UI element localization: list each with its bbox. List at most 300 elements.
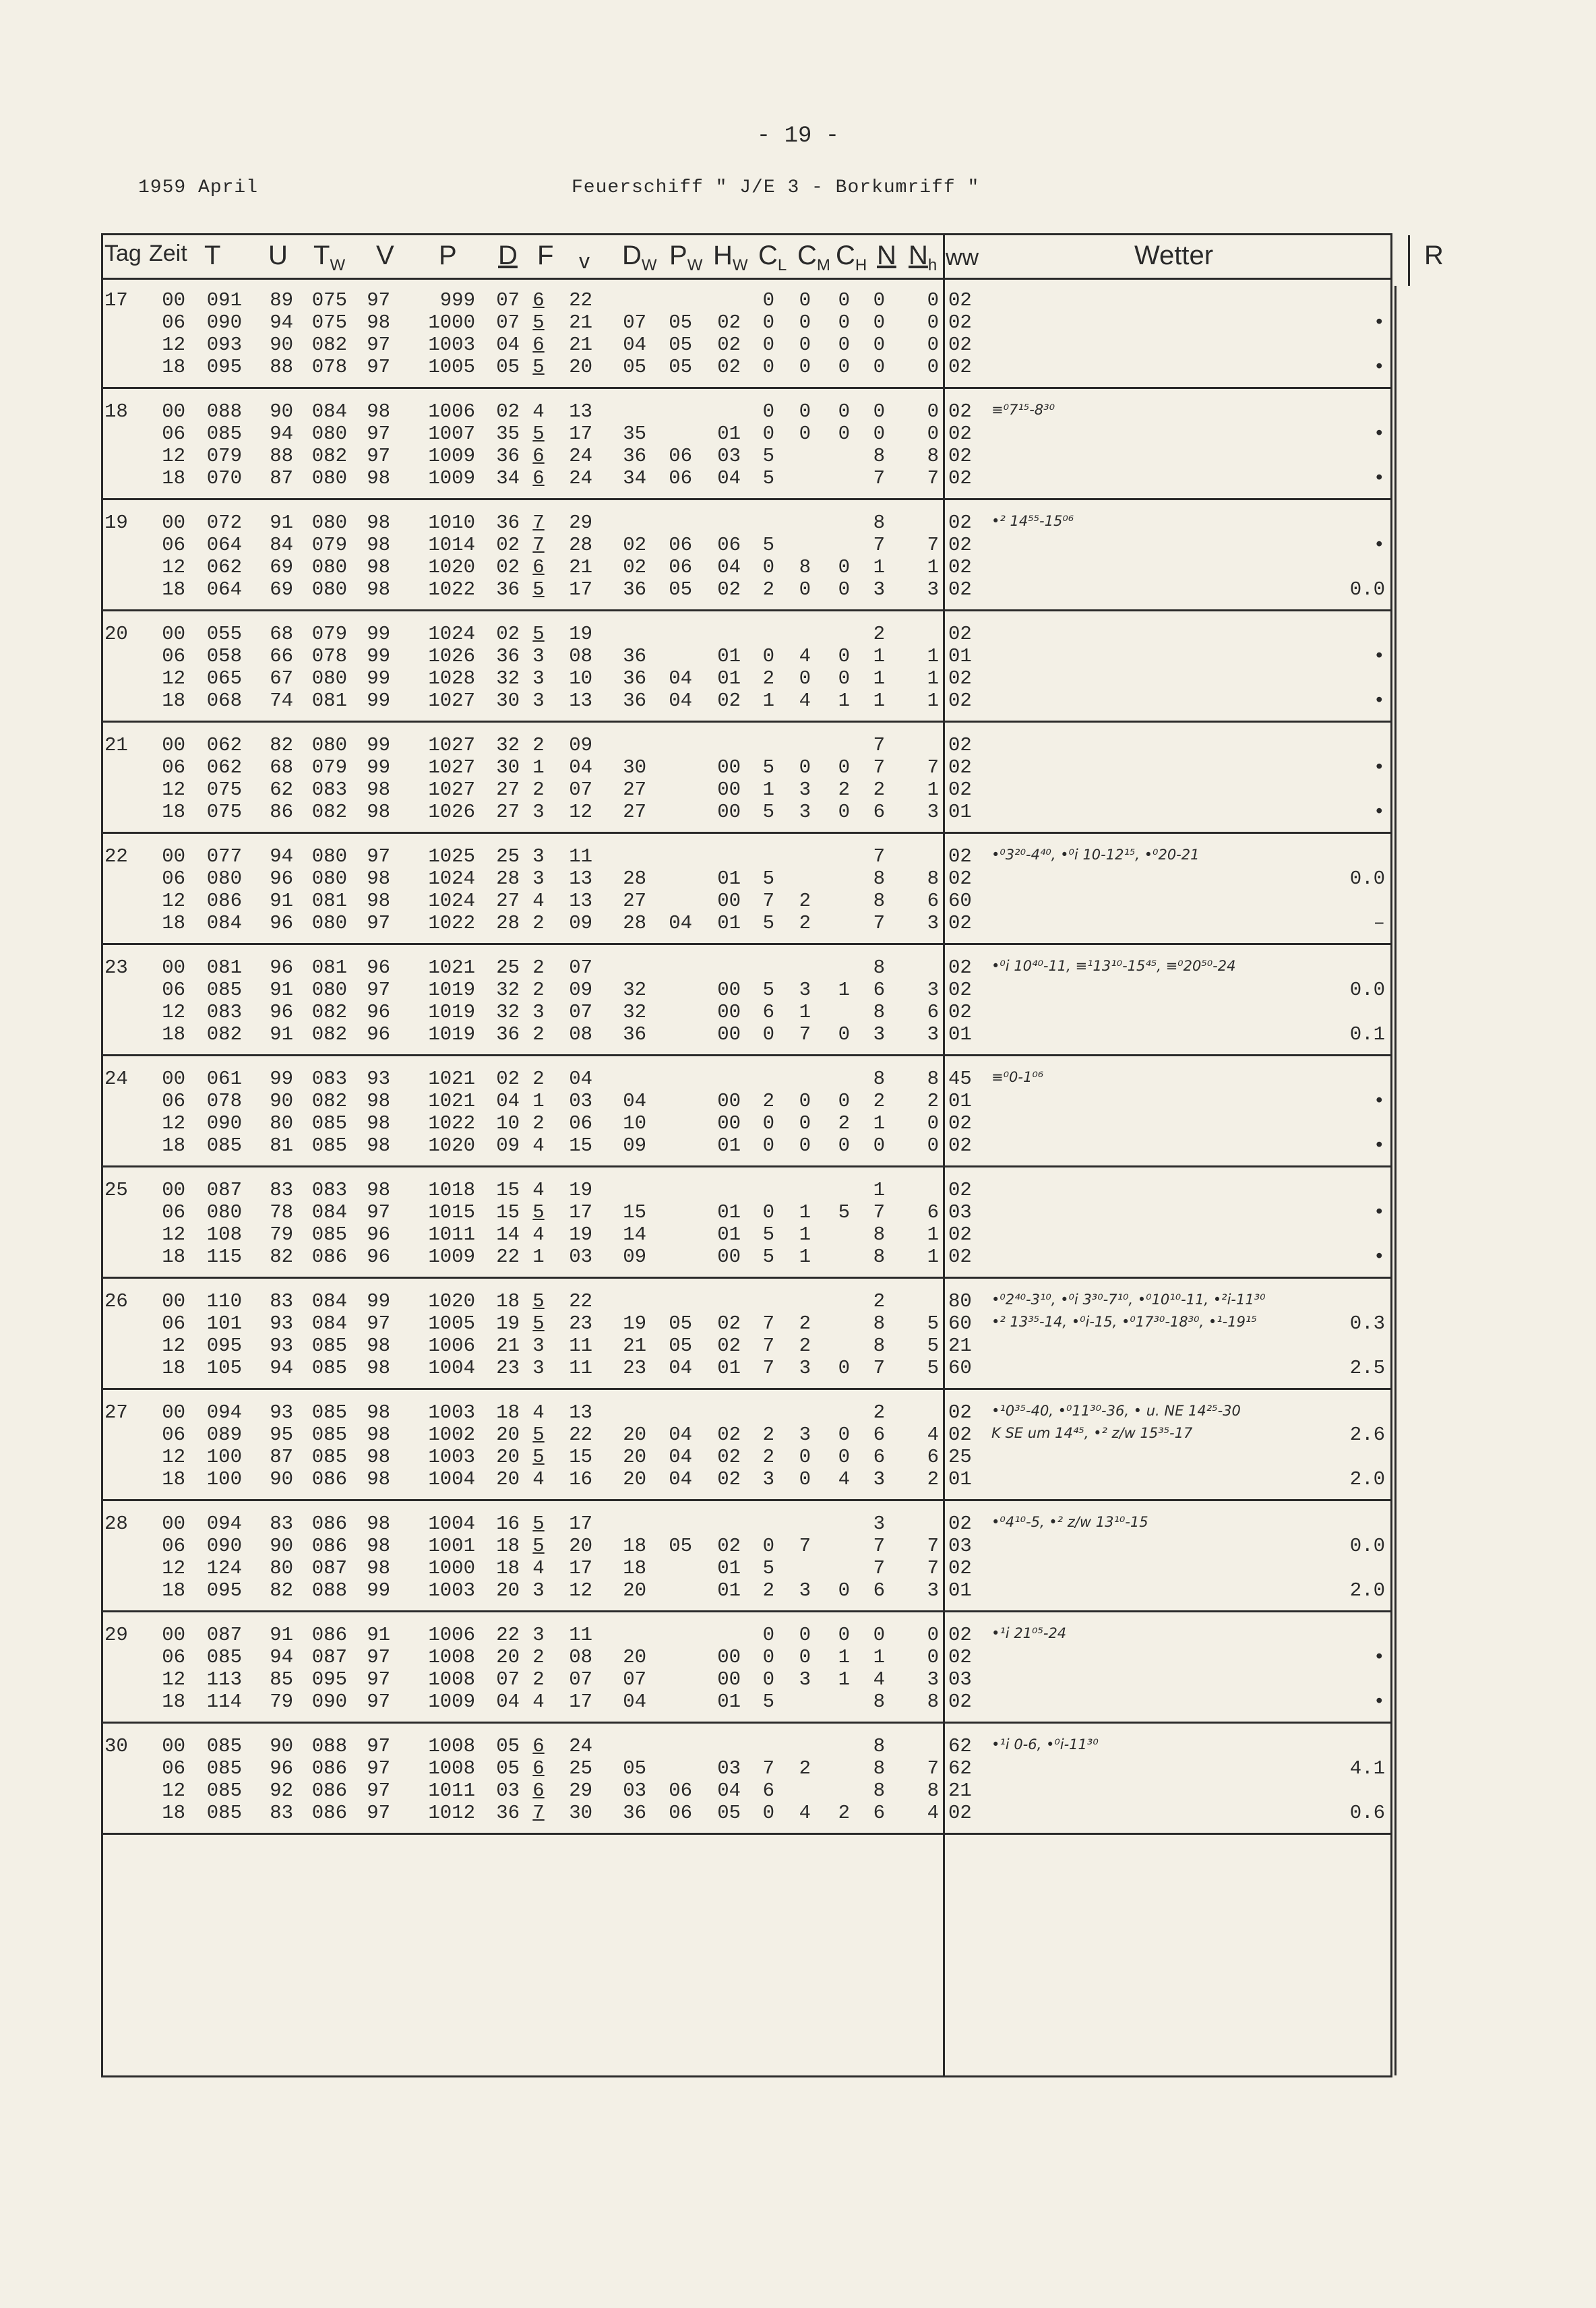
cell-f: 3 [532, 1001, 545, 1023]
precip-value: 2.6 [1349, 1424, 1385, 1446]
cell-t: 095 [206, 1335, 242, 1357]
cell-zeit: 00 [162, 400, 185, 423]
cell-d: 03 [496, 1780, 520, 1802]
cell-n: 7 [873, 1557, 885, 1579]
cell-dw: 07 [623, 311, 646, 334]
cell-vv: 13 [569, 868, 592, 890]
cell-cl [754, 956, 774, 979]
precip-value: • [1373, 356, 1385, 378]
cell-v: 96 [367, 1223, 390, 1246]
cell-v: 97 [367, 979, 390, 1001]
cell-f: 6 [532, 289, 545, 311]
cell-ww: 02 [948, 467, 972, 489]
cell-v: 98 [367, 467, 390, 489]
cell-p: 1019 [428, 1023, 475, 1045]
cell-p: 1005 [428, 356, 475, 378]
cell-v: 97 [367, 1757, 390, 1780]
cell-v: 97 [367, 1802, 390, 1824]
cell-cm: 4 [799, 1802, 811, 1824]
cell-zeit: 00 [162, 1290, 185, 1312]
cell-f: 3 [532, 667, 545, 690]
cell-cl: 0 [762, 1201, 774, 1223]
cell-u: 92 [270, 1780, 293, 1802]
cell-hw: 02 [717, 690, 741, 712]
col-cm: $C_M$ [797, 241, 830, 274]
cell-zeit: 00 [162, 289, 185, 311]
cell-t: 094 [206, 1401, 242, 1424]
cell-t: 115 [206, 1246, 242, 1268]
cell-vv: 11 [569, 1357, 592, 1379]
cell-tw: 082 [311, 1023, 347, 1045]
cell-p: 1003 [428, 1446, 475, 1468]
cell-v: 98 [367, 779, 390, 801]
cell-ch: 0 [838, 289, 850, 311]
cell-cm [791, 445, 811, 467]
cell-d: 04 [496, 334, 520, 356]
cell-ch: 1 [838, 690, 850, 712]
cell-nh: 0 [927, 1112, 939, 1134]
cell-nh: 0 [927, 400, 939, 423]
cell-vv: 24 [569, 445, 592, 467]
cell-dw: 36 [623, 1802, 646, 1824]
cell-u: 96 [270, 1757, 293, 1780]
cell-cm: 0 [799, 334, 811, 356]
cell-ch [830, 1246, 850, 1268]
cell-v: 99 [367, 623, 390, 645]
cell-f: 2 [532, 1668, 545, 1691]
cell-d: 30 [496, 690, 520, 712]
cell-zeit: 00 [162, 1401, 185, 1424]
cell-u: 62 [270, 779, 293, 801]
cell-n: 0 [873, 400, 885, 423]
cell-tw: 086 [311, 1624, 347, 1646]
cell-ww: 02 [948, 1624, 972, 1646]
cell-v: 99 [367, 645, 390, 667]
cell-hw [702, 289, 741, 311]
day-separator [103, 498, 1390, 500]
cell-cl: 6 [762, 1001, 774, 1023]
cell-t: 108 [206, 1223, 242, 1246]
cell-cm: 0 [799, 400, 811, 423]
cell-pw [656, 400, 692, 423]
cell-t: 061 [206, 1068, 242, 1090]
cell-zeit: 18 [162, 1691, 185, 1713]
cell-u: 94 [270, 311, 293, 334]
day-label: 25 [104, 1179, 128, 1201]
cell-nh: 7 [927, 1535, 939, 1557]
cell-d: 18 [496, 1535, 520, 1557]
cell-cl: 5 [762, 1246, 774, 1268]
cell-hw [702, 1401, 741, 1424]
cell-dw: 36 [623, 645, 646, 667]
cell-vv: 15 [569, 1134, 592, 1157]
cell-cm: 0 [799, 1134, 811, 1157]
cell-f: 3 [532, 645, 545, 667]
cell-nh: 4 [927, 1802, 939, 1824]
cell-hw: 02 [717, 1468, 741, 1490]
precip-value: 0.6 [1349, 1802, 1385, 1824]
cell-u: 96 [270, 956, 293, 979]
cell-cm: 1 [799, 1201, 811, 1223]
cell-t: 088 [206, 400, 242, 423]
cell-ww: 02 [948, 1134, 972, 1157]
cell-u: 99 [270, 1068, 293, 1090]
cell-dw: 23 [623, 1357, 646, 1379]
cell-tw: 080 [311, 423, 347, 445]
cell-u: 83 [270, 1179, 293, 1201]
cell-d: 20 [496, 1579, 520, 1602]
cell-ww: 02 [948, 1401, 972, 1424]
cell-ww: 02 [948, 1179, 972, 1201]
cell-tw: 090 [311, 1691, 347, 1713]
cell-ww: 02 [948, 512, 972, 534]
cell-cm: 3 [799, 1668, 811, 1691]
cell-v: 98 [367, 311, 390, 334]
cell-ww: 03 [948, 1535, 972, 1557]
cell-nh [898, 1179, 939, 1201]
cell-cm [791, 512, 811, 534]
cell-t: 085 [206, 1757, 242, 1780]
cell-cm: 0 [799, 1468, 811, 1490]
cell-hw [702, 400, 741, 423]
col-tag: Tag [104, 241, 142, 266]
cell-t: 064 [206, 578, 242, 601]
cell-vv: 09 [569, 979, 592, 1001]
cell-zeit: 18 [162, 467, 185, 489]
cell-t: 085 [206, 1780, 242, 1802]
cell-v: 98 [367, 1446, 390, 1468]
cell-d: 35 [496, 423, 520, 445]
cell-pw [656, 890, 692, 912]
cell-t: 085 [206, 979, 242, 1001]
divider-r-top [1408, 235, 1410, 286]
cell-dw: 36 [623, 1023, 646, 1045]
day-separator [103, 1499, 1390, 1501]
cell-dw: 21 [623, 1335, 646, 1357]
cell-cm [791, 1735, 811, 1757]
cell-nh: 5 [927, 1312, 939, 1335]
cell-v: 98 [367, 1557, 390, 1579]
cell-u: 90 [270, 400, 293, 423]
cell-ww: 02 [948, 1557, 972, 1579]
cell-vv: 13 [569, 690, 592, 712]
cell-cl: 0 [762, 1112, 774, 1134]
cell-p: 1022 [428, 912, 475, 934]
day-label: 30 [104, 1735, 128, 1757]
col-ch: $C_H$ [836, 241, 867, 274]
cell-ww: 02 [948, 1802, 972, 1824]
cell-pw [656, 1023, 692, 1045]
cell-t: 095 [206, 1579, 242, 1602]
cell-zeit: 12 [162, 1112, 185, 1134]
cell-cl: 0 [762, 289, 774, 311]
cell-tw: 080 [311, 667, 347, 690]
cell-v: 96 [367, 1023, 390, 1045]
cell-v: 96 [367, 956, 390, 979]
cell-n: 2 [873, 1090, 885, 1112]
cell-pw [656, 1691, 692, 1713]
cell-v: 97 [367, 912, 390, 934]
cell-dw: 20 [623, 1646, 646, 1668]
cell-nh: 1 [927, 645, 939, 667]
col-nh: $N_h$ [909, 241, 938, 274]
cell-t: 086 [206, 890, 242, 912]
cell-pw [656, 1757, 692, 1780]
cell-p: 1024 [428, 623, 475, 645]
cell-zeit: 18 [162, 1134, 185, 1157]
cell-nh: 0 [927, 356, 939, 378]
cell-p: 1026 [428, 645, 475, 667]
cell-nh: 7 [927, 467, 939, 489]
cell-zeit: 12 [162, 1335, 185, 1357]
cell-p: 1006 [428, 1335, 475, 1357]
cell-zeit: 18 [162, 1246, 185, 1268]
cell-ww: 02 [948, 868, 972, 890]
cell-d: 25 [496, 956, 520, 979]
cell-hw [702, 1068, 741, 1090]
cell-d: 36 [496, 1023, 520, 1045]
day-label: 17 [104, 289, 128, 311]
cell-ch: 0 [838, 356, 850, 378]
cell-vv: 19 [569, 1179, 592, 1201]
cell-v: 98 [367, 1179, 390, 1201]
cell-cm [791, 1513, 811, 1535]
cell-zeit: 06 [162, 1535, 185, 1557]
precip-value: • [1373, 1201, 1385, 1223]
cell-tw: 082 [311, 445, 347, 467]
cell-t: 062 [206, 556, 242, 578]
cell-d: 04 [496, 1090, 520, 1112]
cell-vv: 17 [569, 1513, 592, 1535]
cell-u: 91 [270, 890, 293, 912]
cell-dw [610, 1401, 646, 1424]
cell-cm: 0 [799, 1624, 811, 1646]
cell-n: 1 [873, 690, 885, 712]
cell-zeit: 00 [162, 956, 185, 979]
cell-hw: 00 [717, 1023, 741, 1045]
cell-dw: 27 [623, 779, 646, 801]
cell-hw: 01 [717, 912, 741, 934]
cell-nh: 3 [927, 1023, 939, 1045]
cell-cm [791, 534, 811, 556]
cell-vv: 24 [569, 1735, 592, 1757]
cell-d: 09 [496, 1134, 520, 1157]
cell-ch [830, 868, 850, 890]
wetter-note: •¹0³⁵-40, •⁰11³⁰-36, • u. NE 14²⁵-30 [991, 1403, 1241, 1419]
cell-ch [830, 912, 850, 934]
cell-t: 101 [206, 1312, 242, 1335]
cell-tw: 082 [311, 801, 347, 823]
cell-dw: 36 [623, 667, 646, 690]
cell-f: 2 [532, 1646, 545, 1668]
precip-value: • [1373, 801, 1385, 823]
cell-ch [830, 890, 850, 912]
cell-cm: 2 [799, 1335, 811, 1357]
wetter-note: •¹i 21⁰⁵-24 [991, 1625, 1067, 1641]
cell-t: 100 [206, 1446, 242, 1468]
cell-v: 98 [367, 890, 390, 912]
cell-cl: 0 [762, 1535, 774, 1557]
cell-ww: 60 [948, 890, 972, 912]
cell-v: 97 [367, 1646, 390, 1668]
cell-tw: 081 [311, 690, 347, 712]
cell-pw [656, 1068, 692, 1090]
cell-vv: 09 [569, 912, 592, 934]
cell-n: 0 [873, 289, 885, 311]
cell-vv: 17 [569, 578, 592, 601]
cell-d: 32 [496, 667, 520, 690]
cell-tw: 088 [311, 1735, 347, 1757]
cell-vv: 17 [569, 1557, 592, 1579]
precip-value: • [1373, 467, 1385, 489]
cell-dw [610, 1068, 646, 1090]
cell-ww: 02 [948, 1691, 972, 1713]
cell-pw: 05 [669, 356, 692, 378]
cell-t: 075 [206, 779, 242, 801]
cell-nh: 3 [927, 1579, 939, 1602]
cell-pw [656, 623, 692, 645]
cell-tw: 083 [311, 779, 347, 801]
cell-t: 081 [206, 956, 242, 979]
cell-p: 1019 [428, 979, 475, 1001]
cell-nh [898, 623, 939, 645]
cell-vv: 21 [569, 311, 592, 334]
cell-p: 1004 [428, 1468, 475, 1490]
cell-nh: 8 [927, 868, 939, 890]
cell-d: 18 [496, 1290, 520, 1312]
cell-v: 97 [367, 1691, 390, 1713]
day-label: 29 [104, 1624, 128, 1646]
cell-zeit: 12 [162, 1780, 185, 1802]
cell-hw: 01 [717, 1223, 741, 1246]
cell-f: 5 [532, 1424, 545, 1446]
cell-cm: 1 [799, 1223, 811, 1246]
cell-v: 93 [367, 1068, 390, 1090]
cell-dw [610, 734, 646, 756]
cell-cl: 5 [762, 756, 774, 779]
cell-p: 1002 [428, 1424, 475, 1446]
cell-pw: 04 [669, 1424, 692, 1446]
cell-f: 4 [532, 1134, 545, 1157]
cell-zeit: 18 [162, 1579, 185, 1602]
cell-p: 1021 [428, 1068, 475, 1090]
cell-cl: 0 [762, 1668, 774, 1691]
cell-pw: 04 [669, 667, 692, 690]
cell-zeit: 12 [162, 890, 185, 912]
cell-nh [898, 1290, 939, 1312]
cell-u: 94 [270, 1357, 293, 1379]
cell-zeit: 12 [162, 445, 185, 467]
cell-hw [702, 1735, 741, 1757]
cell-d: 20 [496, 1446, 520, 1468]
cell-dw [610, 1179, 646, 1201]
cell-ww: 60 [948, 1357, 972, 1379]
cell-ww: 02 [948, 979, 972, 1001]
cell-ch [830, 956, 850, 979]
cell-v: 99 [367, 1579, 390, 1602]
cell-v: 97 [367, 423, 390, 445]
cell-p: 1009 [428, 1691, 475, 1713]
cell-tw: 085 [311, 1134, 347, 1157]
cell-ww: 01 [948, 1023, 972, 1045]
cell-cl: 0 [762, 1802, 774, 1824]
cell-n: 8 [873, 512, 885, 534]
cell-nh: 8 [927, 1780, 939, 1802]
cell-u: 93 [270, 1335, 293, 1357]
cell-t: 077 [206, 845, 242, 868]
cell-ww: 01 [948, 645, 972, 667]
cell-cm [791, 956, 811, 979]
cell-pw [656, 845, 692, 868]
cell-d: 02 [496, 623, 520, 645]
cell-hw [702, 734, 741, 756]
cell-n: 7 [873, 734, 885, 756]
cell-cm: 8 [799, 556, 811, 578]
cell-p: 1027 [428, 690, 475, 712]
cell-v: 98 [367, 400, 390, 423]
cell-ww: 01 [948, 801, 972, 823]
cell-zeit: 06 [162, 1090, 185, 1112]
cell-p: 1024 [428, 890, 475, 912]
cell-cm: 0 [799, 1090, 811, 1112]
cell-n: 7 [873, 1201, 885, 1223]
cell-ww: 25 [948, 1446, 972, 1468]
cell-d: 07 [496, 311, 520, 334]
cell-pw [656, 1201, 692, 1223]
cell-dw [610, 623, 646, 645]
cell-cl: 5 [762, 534, 774, 556]
precip-value: • [1373, 690, 1385, 712]
cell-pw [656, 1246, 692, 1268]
cell-zeit: 18 [162, 1357, 185, 1379]
cell-ww: 02 [948, 311, 972, 334]
cell-cl: 2 [762, 1446, 774, 1468]
cell-ch: 0 [838, 1023, 850, 1045]
cell-zeit: 00 [162, 845, 185, 868]
cell-tw: 083 [311, 1068, 347, 1090]
cell-d: 05 [496, 1757, 520, 1780]
cell-n: 1 [873, 1112, 885, 1134]
cell-f: 7 [532, 512, 545, 534]
cell-v: 96 [367, 1246, 390, 1268]
cell-vv: 19 [569, 623, 592, 645]
cell-tw: 085 [311, 1223, 347, 1246]
cell-pw [656, 1579, 692, 1602]
cell-vv: 23 [569, 1312, 592, 1335]
cell-f: 2 [532, 912, 545, 934]
cell-ww: 02 [948, 667, 972, 690]
cell-ch: 0 [838, 311, 850, 334]
cell-dw: 02 [623, 556, 646, 578]
cell-ch [830, 623, 850, 645]
cell-d: 16 [496, 1513, 520, 1535]
cell-dw [610, 1624, 646, 1646]
cell-d: 36 [496, 1802, 520, 1824]
precip-value: • [1373, 1090, 1385, 1112]
wetter-note: K SE um 14⁴⁵, •² z/w 15³⁵-17 [991, 1425, 1193, 1441]
cell-t: 065 [206, 667, 242, 690]
cell-nh: 3 [927, 1668, 939, 1691]
cell-u: 81 [270, 1134, 293, 1157]
cell-n: 8 [873, 1757, 885, 1780]
cell-cl: 5 [762, 467, 774, 489]
cell-pw [656, 1179, 692, 1201]
cell-ch [830, 1068, 850, 1090]
cell-v: 98 [367, 1424, 390, 1446]
cell-hw [702, 1179, 741, 1201]
cell-t: 078 [206, 1090, 242, 1112]
cell-cl: 0 [762, 556, 774, 578]
